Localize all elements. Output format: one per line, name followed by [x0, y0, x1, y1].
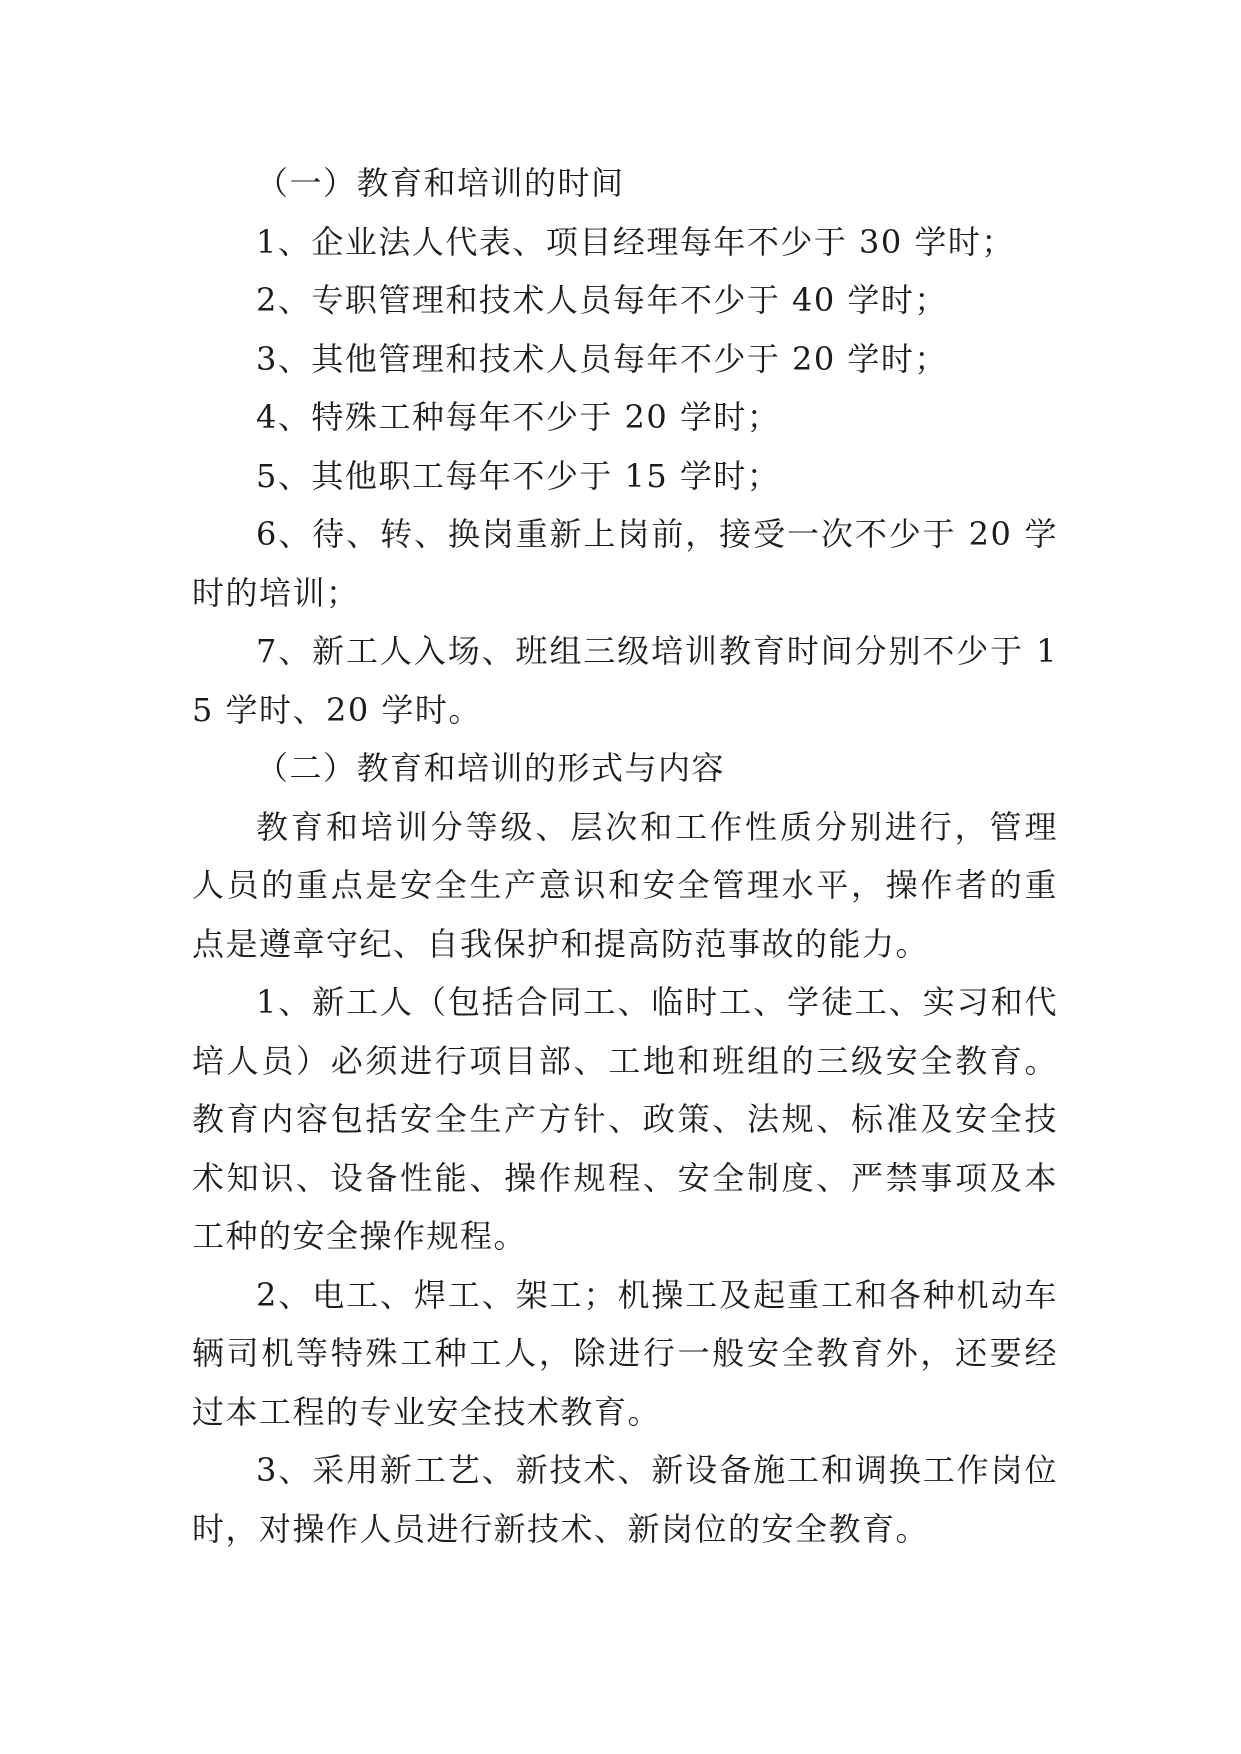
paragraph-item-7: 7、新工人入场、班组三级培训教育时间分别不少于 15 学时、20 学时。: [192, 632, 1058, 729]
paragraph-content-2: 2、电工、焊工、架工；机操工及起重工和各种机动车辆司机等特殊工种工人，除进行一般安全教育外，还要经过本工程的专业安全技术教育。: [192, 1275, 1058, 1431]
paragraph-intro: 教育和培训分等级、层次和工作性质分别进行，管理人员的重点是安全生产意识和安全管理水平，操作者的重点是遵章守纪、自我保护和提高防范事故的能力。: [192, 807, 1058, 963]
paragraph-item-5: 5、其他职工每年不少于 15 学时；: [256, 456, 781, 495]
paragraph-item-4: 4、特殊工种每年不少于 20 学时；: [256, 398, 781, 436]
section-heading-time: （一）教育和培训的时间: [256, 164, 625, 202]
paragraph-content-1: 1、新工人（包括合同工、临时工、学徒工、实习和代培人员）必须进行项目部、工地和班组的三级安全教育。教育内容包括安全生产方针、政策、法规、标准及安全技术知识、设备性能、操作规程、安全制度、严禁事项及本工种的安全操作规程。: [192, 983, 1058, 1255]
paragraph-item-3: 3、其他管理和技术人员每年不少于 20 学时；: [256, 339, 948, 378]
section-heading-form-content: （二）教育和培训的形式与内容: [256, 749, 726, 787]
document-body: [192, 154, 1058, 1558]
paragraph-item-1: 1、企业法人代表、项目经理每年不少于 30 学时；: [256, 222, 1015, 261]
paragraph-content-3: 3、采用新工艺、新技术、新设备施工和调换工作岗位时，对操作人员进行新技术、新岗位的安全教育。: [192, 1451, 1058, 1548]
paragraph-item-2: 2、专职管理和技术人员每年不少于 40 学时；: [256, 281, 948, 319]
paragraph-item-6: 6、待、转、换岗重新上岗前，接受一次不少于 20 学时的培训；: [192, 515, 1058, 612]
